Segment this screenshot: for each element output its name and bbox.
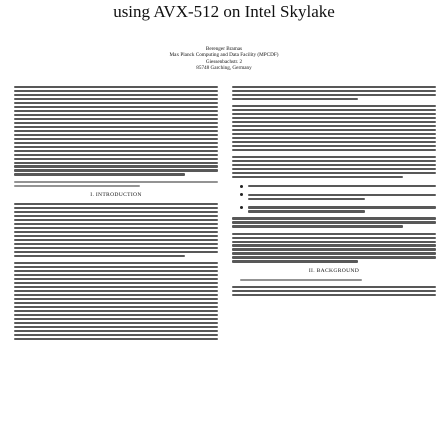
paper-title: using AVX-512 on Intel Skylake xyxy=(113,2,335,21)
background-paragraph-1 xyxy=(232,286,436,296)
intro-paragraph-7 xyxy=(232,233,436,263)
abstract-paragraph xyxy=(14,86,218,176)
intro-paragraph-3 xyxy=(232,86,436,100)
author-name: Berenger Bramas xyxy=(205,46,243,52)
intro-paragraph-2 xyxy=(14,262,218,340)
subsection-heading xyxy=(232,279,436,281)
intro-paragraph-1 xyxy=(14,203,218,257)
bullet-icon xyxy=(240,185,243,188)
author-affiliation: Max Planck Computing and Data Facility (MPCDF) xyxy=(169,52,279,59)
author-block xyxy=(0,46,448,72)
contribution-item xyxy=(232,183,436,189)
right-column xyxy=(232,84,436,448)
intro-paragraph-5 xyxy=(232,156,436,178)
section-heading-introduction: I. INTRODUCTION xyxy=(90,191,142,198)
intro-paragraph-4 xyxy=(232,105,436,151)
intro-paragraph-6 xyxy=(232,217,436,227)
author-street: Giessenbachstr. 2 xyxy=(205,58,243,65)
contribution-item xyxy=(232,205,436,215)
left-column xyxy=(14,84,218,448)
keywords-paragraph xyxy=(14,181,218,187)
bullet-icon xyxy=(240,193,243,196)
author-city: 85748 Garching, Germany xyxy=(196,65,252,72)
bullet-icon xyxy=(240,206,243,209)
section-heading-background: II. BACKGROUND xyxy=(308,267,360,274)
contribution-item xyxy=(232,192,436,202)
